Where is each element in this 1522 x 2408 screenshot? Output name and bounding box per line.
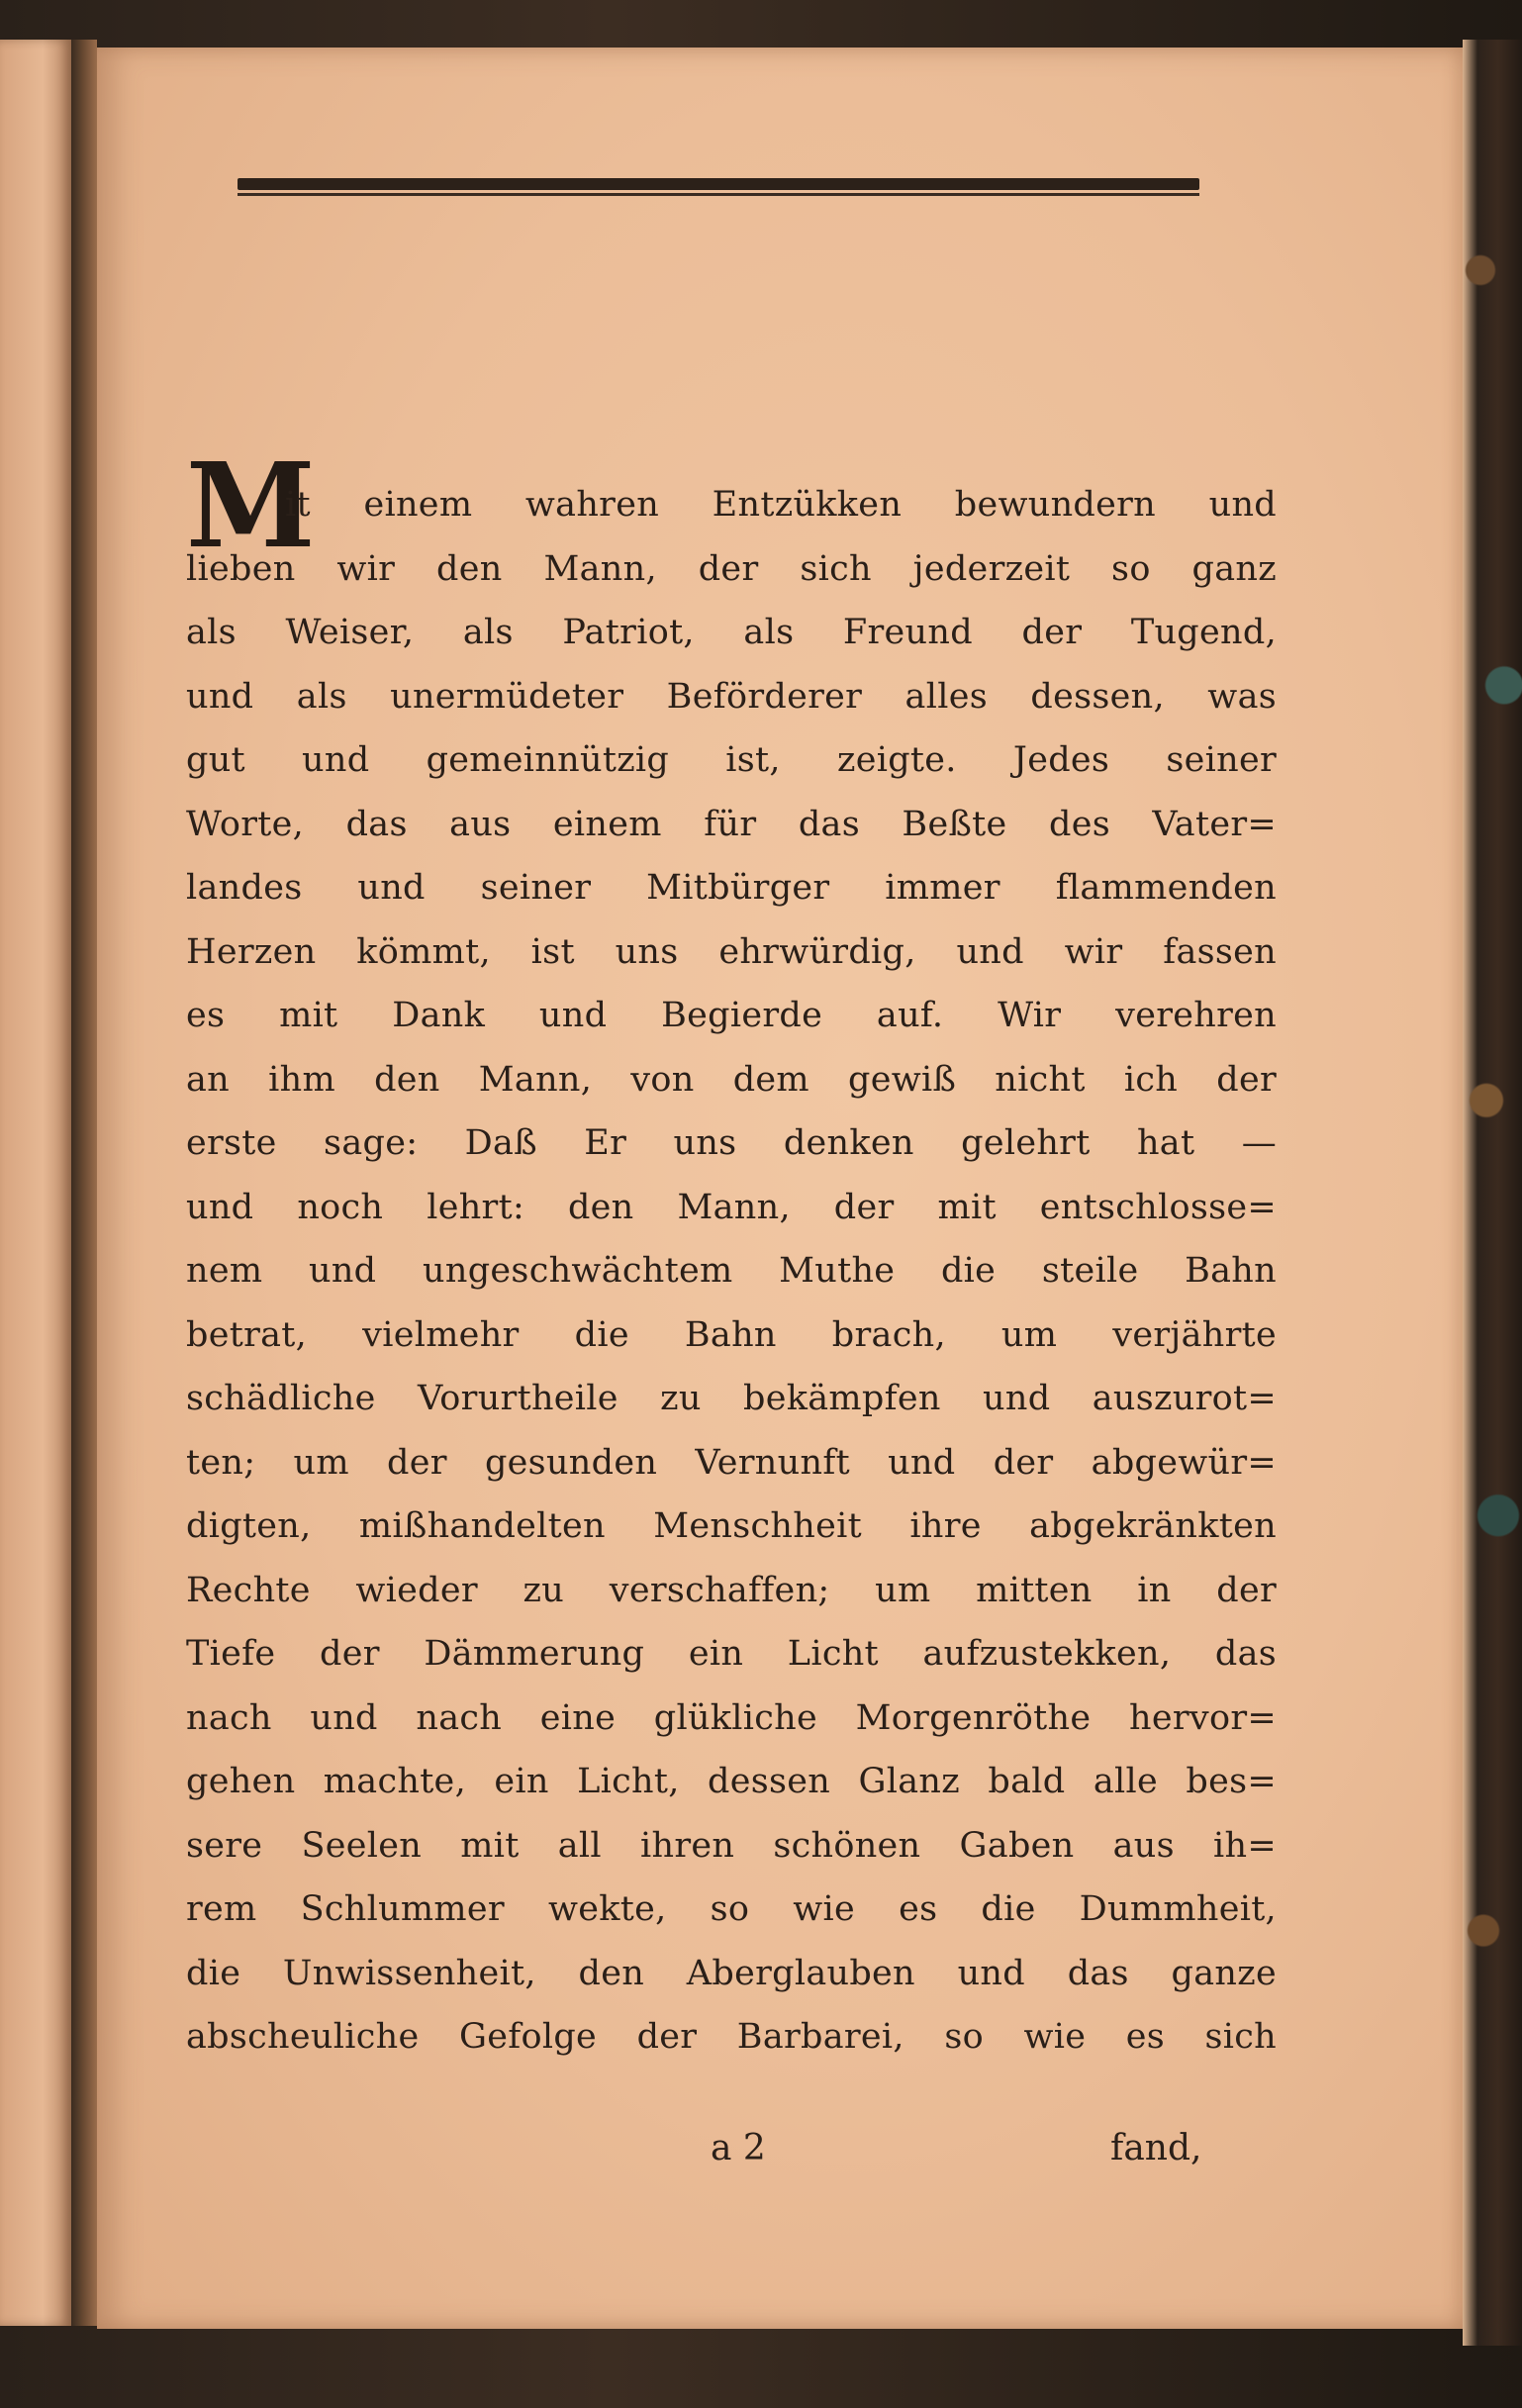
text-line: betrat, vielmehr die Bahn brach, um verjährte [186, 1314, 1277, 1355]
body-text [186, 473, 1277, 2070]
text-line: als Weiser, als Patriot, als Freund der Tugend, [186, 613, 1277, 652]
text-line: landes und seiner Mitbürger immer flammenden [186, 868, 1277, 908]
header-rule-thin-line [238, 193, 1199, 196]
text-line: an ihm den Mann, von dem gewiß nicht ich der [186, 1059, 1277, 1100]
text-line: ten; um der gesunden Vernunft und der abgewür= [186, 1442, 1277, 1483]
header-rule [238, 178, 1199, 198]
text-line: die Unwissenheit, den Aberglauben und das ganze [186, 1953, 1277, 1993]
marbled-cover-edge [1463, 40, 1522, 2346]
text-line: Rechte wieder zu verschaffen; um mitten in der [186, 1570, 1277, 1610]
page-footer [186, 2128, 1277, 2187]
text-line: sere Seelen mit all ihren schönen Gaben aus ih= [186, 1825, 1277, 1866]
text-line: abscheuliche Gefolge der Barbarei, so wie es sich [186, 2017, 1277, 2057]
text-line: und als unermüdeter Beförderer alles dessen, was [186, 676, 1277, 717]
text-line: it einem wahren Entzükken bewundern und [285, 485, 1277, 525]
text-line: Worte, das aus einem für das Beßte des Vater= [186, 804, 1277, 844]
text-line: gehen machte, ein Licht, dessen Glanz bald alle bes= [186, 1762, 1277, 1801]
text-line: Tiefe der Dämmerung ein Licht aufzustekken, das [186, 1634, 1277, 1674]
header-rule-thick-line [238, 178, 1199, 190]
text-line: und noch lehrt: den Mann, der mit entschlosse= [186, 1187, 1277, 1227]
left-page-edge [0, 40, 71, 2326]
text-line: lieben wir den Mann, der sich jederzeit so ganz [186, 548, 1277, 589]
book-gutter [71, 40, 97, 2326]
text-line: Herzen kömmt, ist uns ehrwürdig, und wir fassen [186, 931, 1277, 972]
text-line: es mit Dank und Begierde auf. Wir verehren [186, 996, 1277, 1035]
text-line: erste sage: Daß Er uns denken gelehrt hat — [186, 1123, 1277, 1163]
text-line: nach und nach eine glükliche Morgenröthe hervor= [186, 1697, 1277, 1738]
text-line: rem Schlummer wekte, so wie es die Dummheit, [186, 1889, 1277, 1929]
drop-initial: M [186, 436, 316, 574]
text-line: schädliche Vorurtheile zu bekämpfen und auszurot= [186, 1379, 1277, 1418]
signature-mark: a 2 [711, 2128, 766, 2168]
text-line: nem und ungeschwächtem Muthe die steile Bahn [186, 1251, 1277, 1291]
catchword: fand, [1110, 2128, 1202, 2168]
text-line: gut und gemeinnützig ist, zeigte. Jedes seiner [186, 740, 1277, 780]
text-line: digten, mißhandelten Menschheit ihre abgekränkten [186, 1506, 1277, 1546]
